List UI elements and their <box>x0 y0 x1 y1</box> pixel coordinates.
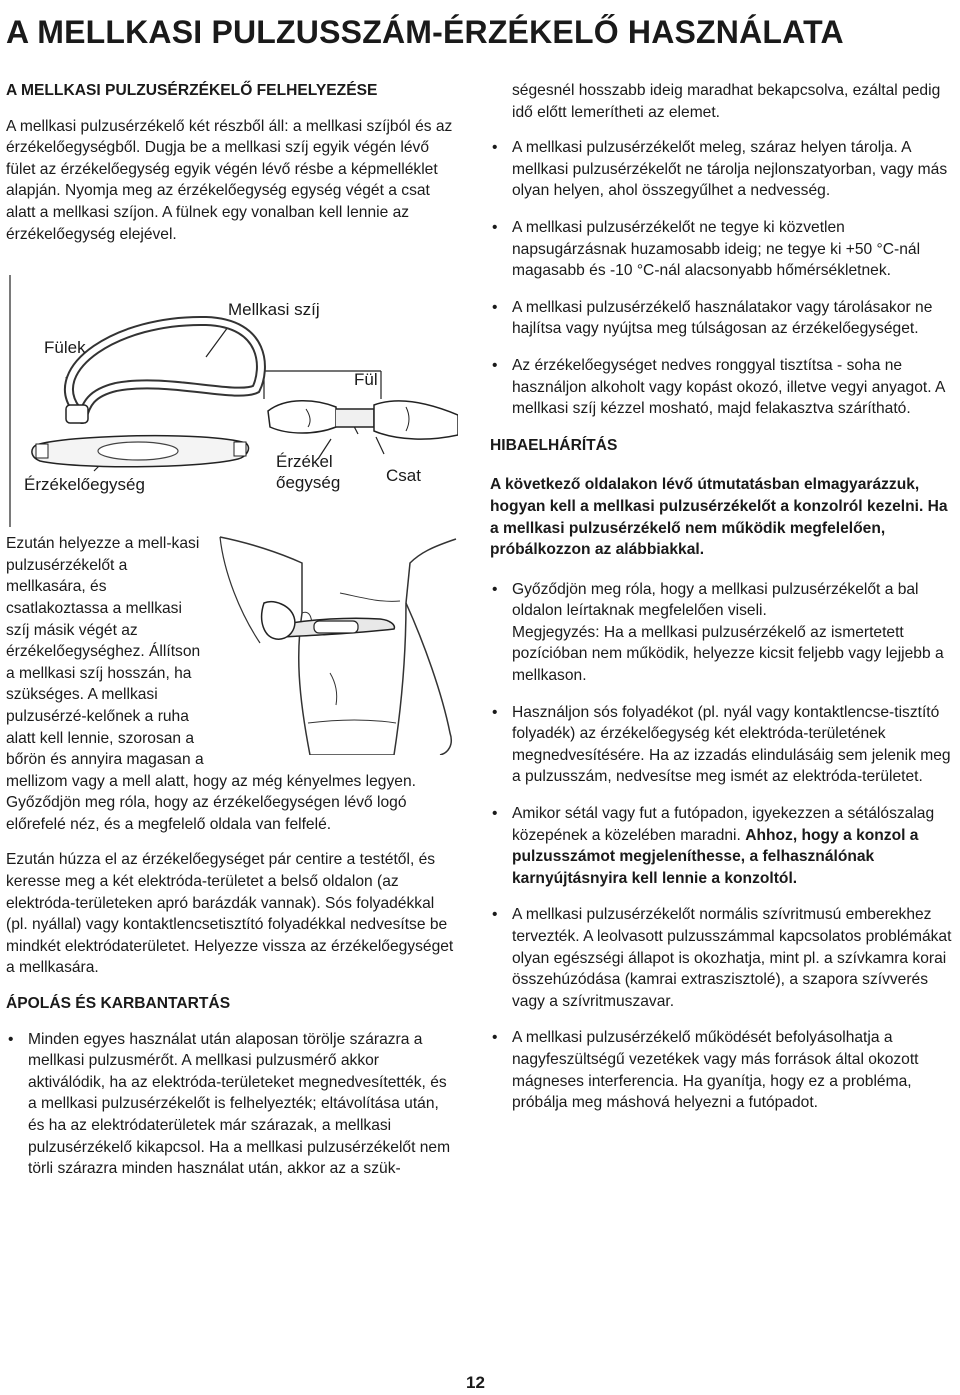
troubleshoot-item-3-text: Amikor sétál vagy fut a futópadon, igyekezzen a sétálószalag közepének a közelében maradni. <box>512 805 935 844</box>
label-tabs: Fülek <box>44 338 86 358</box>
care-item-5: • Az érzékelőegységet nedves ronggyal tisztítsa - soha ne használjon alkoholt vagy kopást okozó, illetve vegyi anyagot. A mellkasi szíj kézzel mosható, majd felakasztva szárítható. <box>490 355 952 420</box>
placement-paragraph: Ezután helyezze a mell-kasi pulzusérzékelőt a mellkasára, és csatlakoztassa a mellkasi szíj másik végét az érzékelőegységhez. Állítson a mellkasi szíj hosszán, ha szükséges. A mellkasi pulzusérzé-kelőnek a ruha alatt kell lennie, szorosan a bőrön és annyira magasan a mellizom vagy a mell alatt, hogy az még kényelmes legyen. Győződjön meg róla, hogy az érzékelőegységen lévő logó előrefelé néz, és a megfelelő oldala van felfelé. <box>6 535 416 833</box>
care-item-4: • A mellkasi pulzusérzékelő használatakor vagy tárolásakor ne hajlítsa vagy nyújtsa meg túlságosan az érzékelőegységet. <box>490 297 952 340</box>
troubleshoot-item-2: • Használjon sós folyadékot (pl. nyál vagy kontaktlencse-tisztító folyadék) az érzékelőegység két elektróda-területének megnedvesítésére. Ha az izzadás elindulásáig sem jelenik meg a pulzusszám, nedvesítse meg ismét az elektróda-területet. <box>490 702 952 788</box>
left-column <box>6 80 458 1195</box>
troubleshoot-item-4: • A mellkasi pulzusérzékelőt normális szívritmusú emberekhez tervezték. A leolvasott pulzusszámmal kapcsolatos problémákat olyan egészségi állapot is okozhatja, mint pl. a szívkamra korai összehúzódása (kamrai extraszisztolé), a szapora szívverés vagy a szívritmuszavar. <box>490 904 952 1012</box>
page-number: 12 <box>466 1373 485 1392</box>
care-list-right <box>490 137 952 420</box>
heading-placement: A MELLKASI PULZUSÉRZÉKELŐ FELHELYEZÉSE <box>6 82 378 99</box>
torso-illustration <box>210 533 458 755</box>
care-item-2: • A mellkasi pulzusérzékelőt meleg, száraz helyen tárolja. A mellkasi pulzusérzékelőt ne tárolja nejlonszatyorban, vagy más olyan helyen, ahol összegyűlhet a nedvesség. <box>490 137 952 202</box>
care-continuation: ségesnél hosszabb ideig maradhat bekapcsolva, ezáltal pedig idő előtt lemerítheti az elemet. <box>512 82 941 121</box>
heading-care: ÁPOLÁS ÉS KARBANTARTÁS <box>6 995 231 1013</box>
care-item-1: • Minden egyes használat után alaposan törölje szárazra a mellkasi pulzusmérőt. A mellkasi pulzusmérő akkor aktiválódik, ha az elektróda-területeket megnedvesítették, és a mellkasi pulzusérzékelőt is felhelyezték; eltávolítása után, és ha az elektródaterületek már szárazak, a mellkasi pulzusérzékelő kikapcsol. Ha a mellkasi pulzusérzékelőt nem törli szárazra minden használat után, akkor az a szük- <box>6 1029 458 1180</box>
page-title: A MELLKASI PULZUSSZÁM-ÉRZÉKELŐ HASZNÁLATA <box>6 14 844 50</box>
care-list-left <box>6 1029 458 1180</box>
troubleshoot-item-1-note: Megjegyzés: Ha a mellkasi pulzusérzékelő az ismertetett pozícióban nem működik, helyezze kicsit feljebb vagy lejjebb a mellkason. <box>512 623 944 685</box>
troubleshoot-item-3 <box>490 803 952 889</box>
torso-figure <box>210 533 458 755</box>
label-chest-strap: Mellkasi szíj <box>228 300 320 320</box>
intro-paragraph: A mellkasi pulzusérzékelő két részből áll: a mellkasi szíjból és az érzékelőegységből. Dugja be a mellkasi szíj egyik végén lévő fület az érzékelőegység egyik végén lévő résbe a képmelléklet alapján. Nyomja meg az érzékelőegység egység végét a csat alatt a mellkasi szíjon. A fülnek egy vonalban kell lennie az érzékelőegység elejével. <box>6 117 453 243</box>
right-column <box>490 80 952 1129</box>
label-sensor-unit: Érzékelőegység <box>24 475 145 495</box>
label-buckle: Csat <box>386 466 421 486</box>
troubleshoot-item-5: • A mellkasi pulzusérzékelő működését befolyásolhatja a nagyfeszültségű vezetékek vagy más források által okozott mágneses interferencia. Ha gyanítja, hogy ez a probléma, próbálja meg máshová helyezni a futópadot. <box>490 1027 952 1113</box>
troubleshoot-list <box>490 579 952 1114</box>
label-sensor-unit-split: Érzékel őegység <box>276 452 341 493</box>
care-item-3: • A mellkasi pulzusérzékelőt ne tegye ki közvetlen napsugárzásnak huzamosabb ideig; ne tegye ki +50 °C-nál magasabb és -10 °C-nál alacsonyabb hőmérsékletnek. <box>490 217 952 282</box>
troubleshoot-intro: A következő oldalakon lévő útmutatásban elmagyarázzuk, hogyan kell a mellkasi pulzusérzékelőt a konzolról kezelni. Ha a mellkasi pulzusérzékelő nem működik megfelelően, próbálkozzon az alábbiakkal. <box>490 476 948 559</box>
placement-text-area <box>6 533 458 979</box>
troubleshoot-item-1 <box>490 579 952 687</box>
moisten-paragraph: Ezután húzza el az érzékelőegységet pár centire a testétől, és keresse meg a két elektróda-területet a belső oldalon (az elektróda-területeken apró barázdák vannak). Sós folyadékkal (pl. nyállal) vagy kontaktlencsetisztító folyadékkal nedvesítse be mindkét elektródaterületet. Helyezze vissza az érzékelőegységet a mellkasára. <box>6 851 454 977</box>
troubleshoot-item-1-text: Győződjön meg róla, hogy a mellkasi pulzusérzékelőt a bal oldalon leírtaknak megfelelően viseli. <box>512 580 919 620</box>
heading-troubleshooting: HIBAELHÁRÍTÁS <box>490 436 618 454</box>
label-tab: Fül <box>354 370 378 390</box>
strap-assembly-figure <box>6 259 458 527</box>
troubleshoot-item-3-bold: Ahhoz, hogy a konzol a pulzusszámot megjeleníthesse, a felhasználónak karnyújtásnyira kell lennie a konzoltól. <box>512 826 919 887</box>
